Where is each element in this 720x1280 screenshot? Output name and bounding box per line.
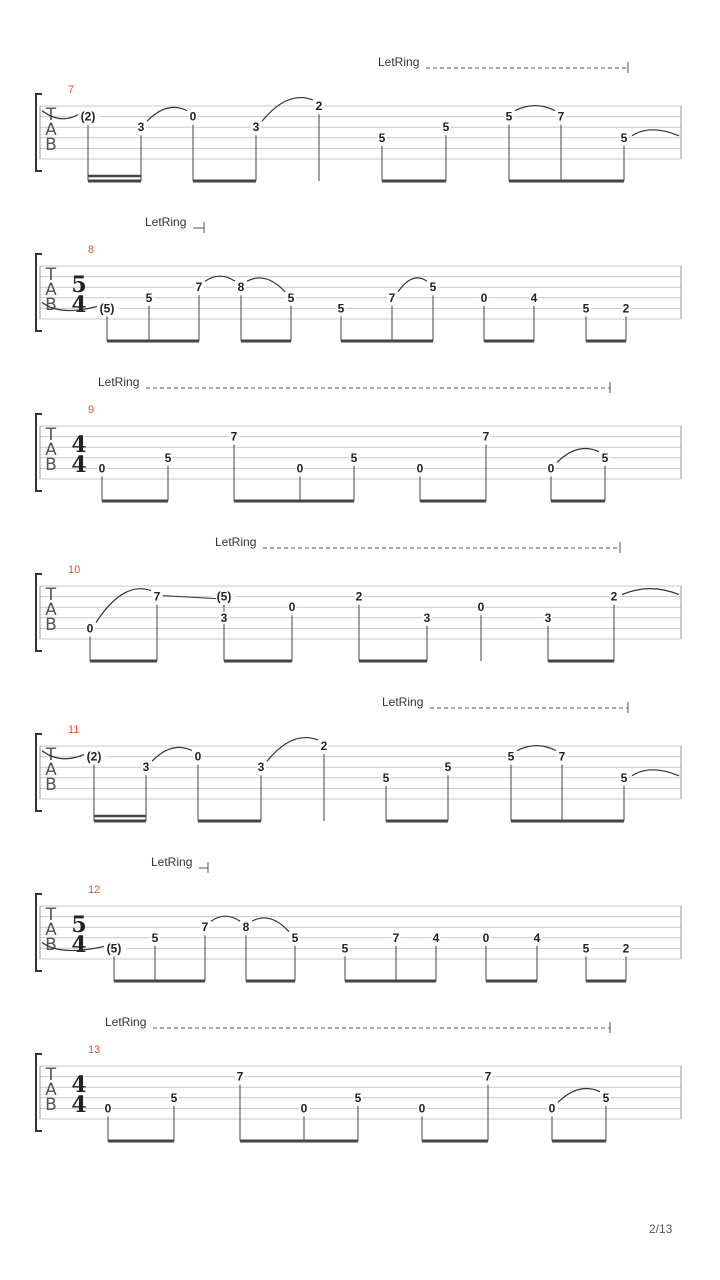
fret-number: (5) [216,589,232,604]
tab-clef-letter: B [45,935,57,955]
tie-out [622,589,679,595]
tab-system-10 [36,535,681,661]
fret-number: (2) [80,109,96,124]
fret-number: 5 [287,290,295,305]
fret-number: 0 [189,109,197,124]
fret-number: 0 [548,1101,556,1116]
measure-number: 12 [88,884,101,896]
fret-number: 0 [104,1101,112,1116]
fret-number: 5 [378,130,386,145]
tab-clef-letter: T [45,1065,57,1085]
tie [398,278,427,292]
fret-number: 0 [418,1101,426,1116]
time-signature-digit: 4 [71,932,87,958]
fret-number: 0 [300,1101,308,1116]
fret-number: 0 [288,600,296,615]
time-signature-digit: 4 [71,1072,87,1098]
fret-number: 4 [530,290,538,305]
tab-clef-letter: A [45,1080,57,1100]
fret-number: 5 [507,749,515,764]
tab-clef-letter: T [45,265,57,285]
fret-number: 3 [544,610,552,625]
fret-number: 0 [194,749,202,764]
let-ring-label: LetRing [145,215,187,229]
let-ring-label: LetRing [378,55,420,69]
let-ring-label: LetRing [105,1015,147,1029]
fret-number: 0 [98,461,106,476]
fret-number: 3 [423,610,431,625]
let-ring-label: LetRing [215,535,257,549]
fret-number: 0 [477,600,485,615]
tie-out [632,130,679,136]
fret-number: 5 [382,770,390,785]
tie [267,738,318,762]
fret-number: 7 [557,109,565,124]
fret-number: 7 [201,920,209,935]
time-signature-digit: 5 [71,912,87,938]
fret-number: 7 [195,280,203,295]
measure-number: 8 [88,244,95,256]
tab-system-8 [36,215,681,341]
fret-number: 0 [86,621,94,636]
fret-number: 2 [320,739,328,753]
fret-number: 5 [337,301,345,316]
fret-number: 5 [164,450,172,465]
tab-clef-letter: T [45,425,57,445]
tie [252,918,289,932]
tab-system-11 [36,695,681,821]
let-ring-label: LetRing [151,855,193,869]
tab-clef-letter: A [45,280,57,300]
fret-number: 2 [622,301,630,316]
fret-number: 7 [482,429,490,444]
tab-clef-letter: T [45,585,57,605]
tie [262,98,313,122]
fret-number: 3 [257,760,265,775]
fret-number: 5 [582,941,590,956]
fret-number: 5 [350,450,358,465]
time-signature-digit: 4 [71,1092,87,1118]
fret-number: 7 [484,1069,492,1084]
time-signature-digit: 4 [71,432,87,458]
fret-number: 5 [505,109,513,124]
fret-number: 4 [432,930,440,945]
fret-number: 5 [354,1090,362,1105]
fret-number: 2 [315,99,323,113]
fret-number: 7 [153,589,161,604]
tab-system-13 [36,1015,681,1141]
fret-number: 5 [601,450,609,465]
fret-number: 7 [230,429,238,444]
tie [152,747,192,761]
tab-clef-letter: B [45,1095,57,1115]
tie [147,107,187,121]
fret-number: 7 [558,749,566,764]
fret-number: 5 [145,290,153,305]
measure-number: 7 [68,84,75,96]
fret-number: 5 [582,301,590,316]
fret-number: 5 [291,930,299,945]
fret-number: 5 [442,120,450,135]
fret-number: 8 [237,280,245,295]
tab-system-12 [36,855,681,981]
fret-number: 7 [392,930,400,945]
tab-clef-letter: A [45,920,57,940]
tab-clef-letter: B [45,615,57,635]
fret-number: 2 [355,589,363,604]
tab-clef-letter: A [45,120,57,140]
fret-number: 5 [341,941,349,956]
fret-number: 5 [429,280,437,295]
fret-number: 0 [482,930,490,945]
measure-number: 10 [68,564,81,576]
tie [558,1089,600,1103]
fret-number: 5 [620,130,628,145]
tab-clef-letter: B [45,775,57,795]
tie [557,449,599,463]
fret-number: 5 [444,760,452,775]
tab-clef-letter: A [45,760,57,780]
fret-number: 3 [220,610,228,625]
fret-number: 3 [142,760,150,775]
time-signature-digit: 4 [71,452,87,478]
fret-number: 5 [620,770,628,785]
time-signature-digit: 5 [71,272,87,298]
tab-clef-letter: T [45,905,57,925]
fret-number: 4 [533,930,541,945]
fret-number: 7 [236,1069,244,1084]
tab-clef-letter: A [45,440,57,460]
fret-number: 0 [547,461,555,476]
tie [247,278,285,292]
fret-number: (2) [86,749,102,764]
fret-number: 5 [602,1090,610,1105]
fret-number: 0 [296,461,304,476]
measure-number: 9 [88,404,95,416]
fret-number: 0 [480,290,488,305]
fret-number: 0 [416,461,424,476]
tab-clef-letter: B [45,295,57,315]
tab-clef-letter: T [45,745,57,765]
fret-number: (5) [99,301,115,316]
fret-number: 3 [137,120,145,135]
fret-number: (5) [106,941,122,956]
page-number: 2/13 [649,1222,673,1236]
fret-number: 2 [610,589,618,604]
fret-number: 8 [242,920,250,935]
tie-out [632,770,679,776]
tab-system-9 [36,375,681,501]
fret-number: 2 [622,941,630,956]
tab-clef-letter: B [45,455,57,475]
let-ring-label: LetRing [98,375,140,389]
let-ring-label: LetRing [382,695,424,709]
tab-clef-letter: A [45,600,57,620]
tab-clef-letter: B [45,135,57,155]
tab-system-7 [36,55,681,181]
tab-clef-letter: T [45,105,57,125]
measure-number: 11 [68,724,80,736]
fret-number: 7 [388,290,396,305]
time-signature-digit: 4 [71,292,87,318]
fret-number: 5 [151,930,159,945]
measure-number: 13 [88,1044,101,1056]
fret-number: 5 [170,1090,178,1105]
fret-number: 3 [252,120,260,135]
